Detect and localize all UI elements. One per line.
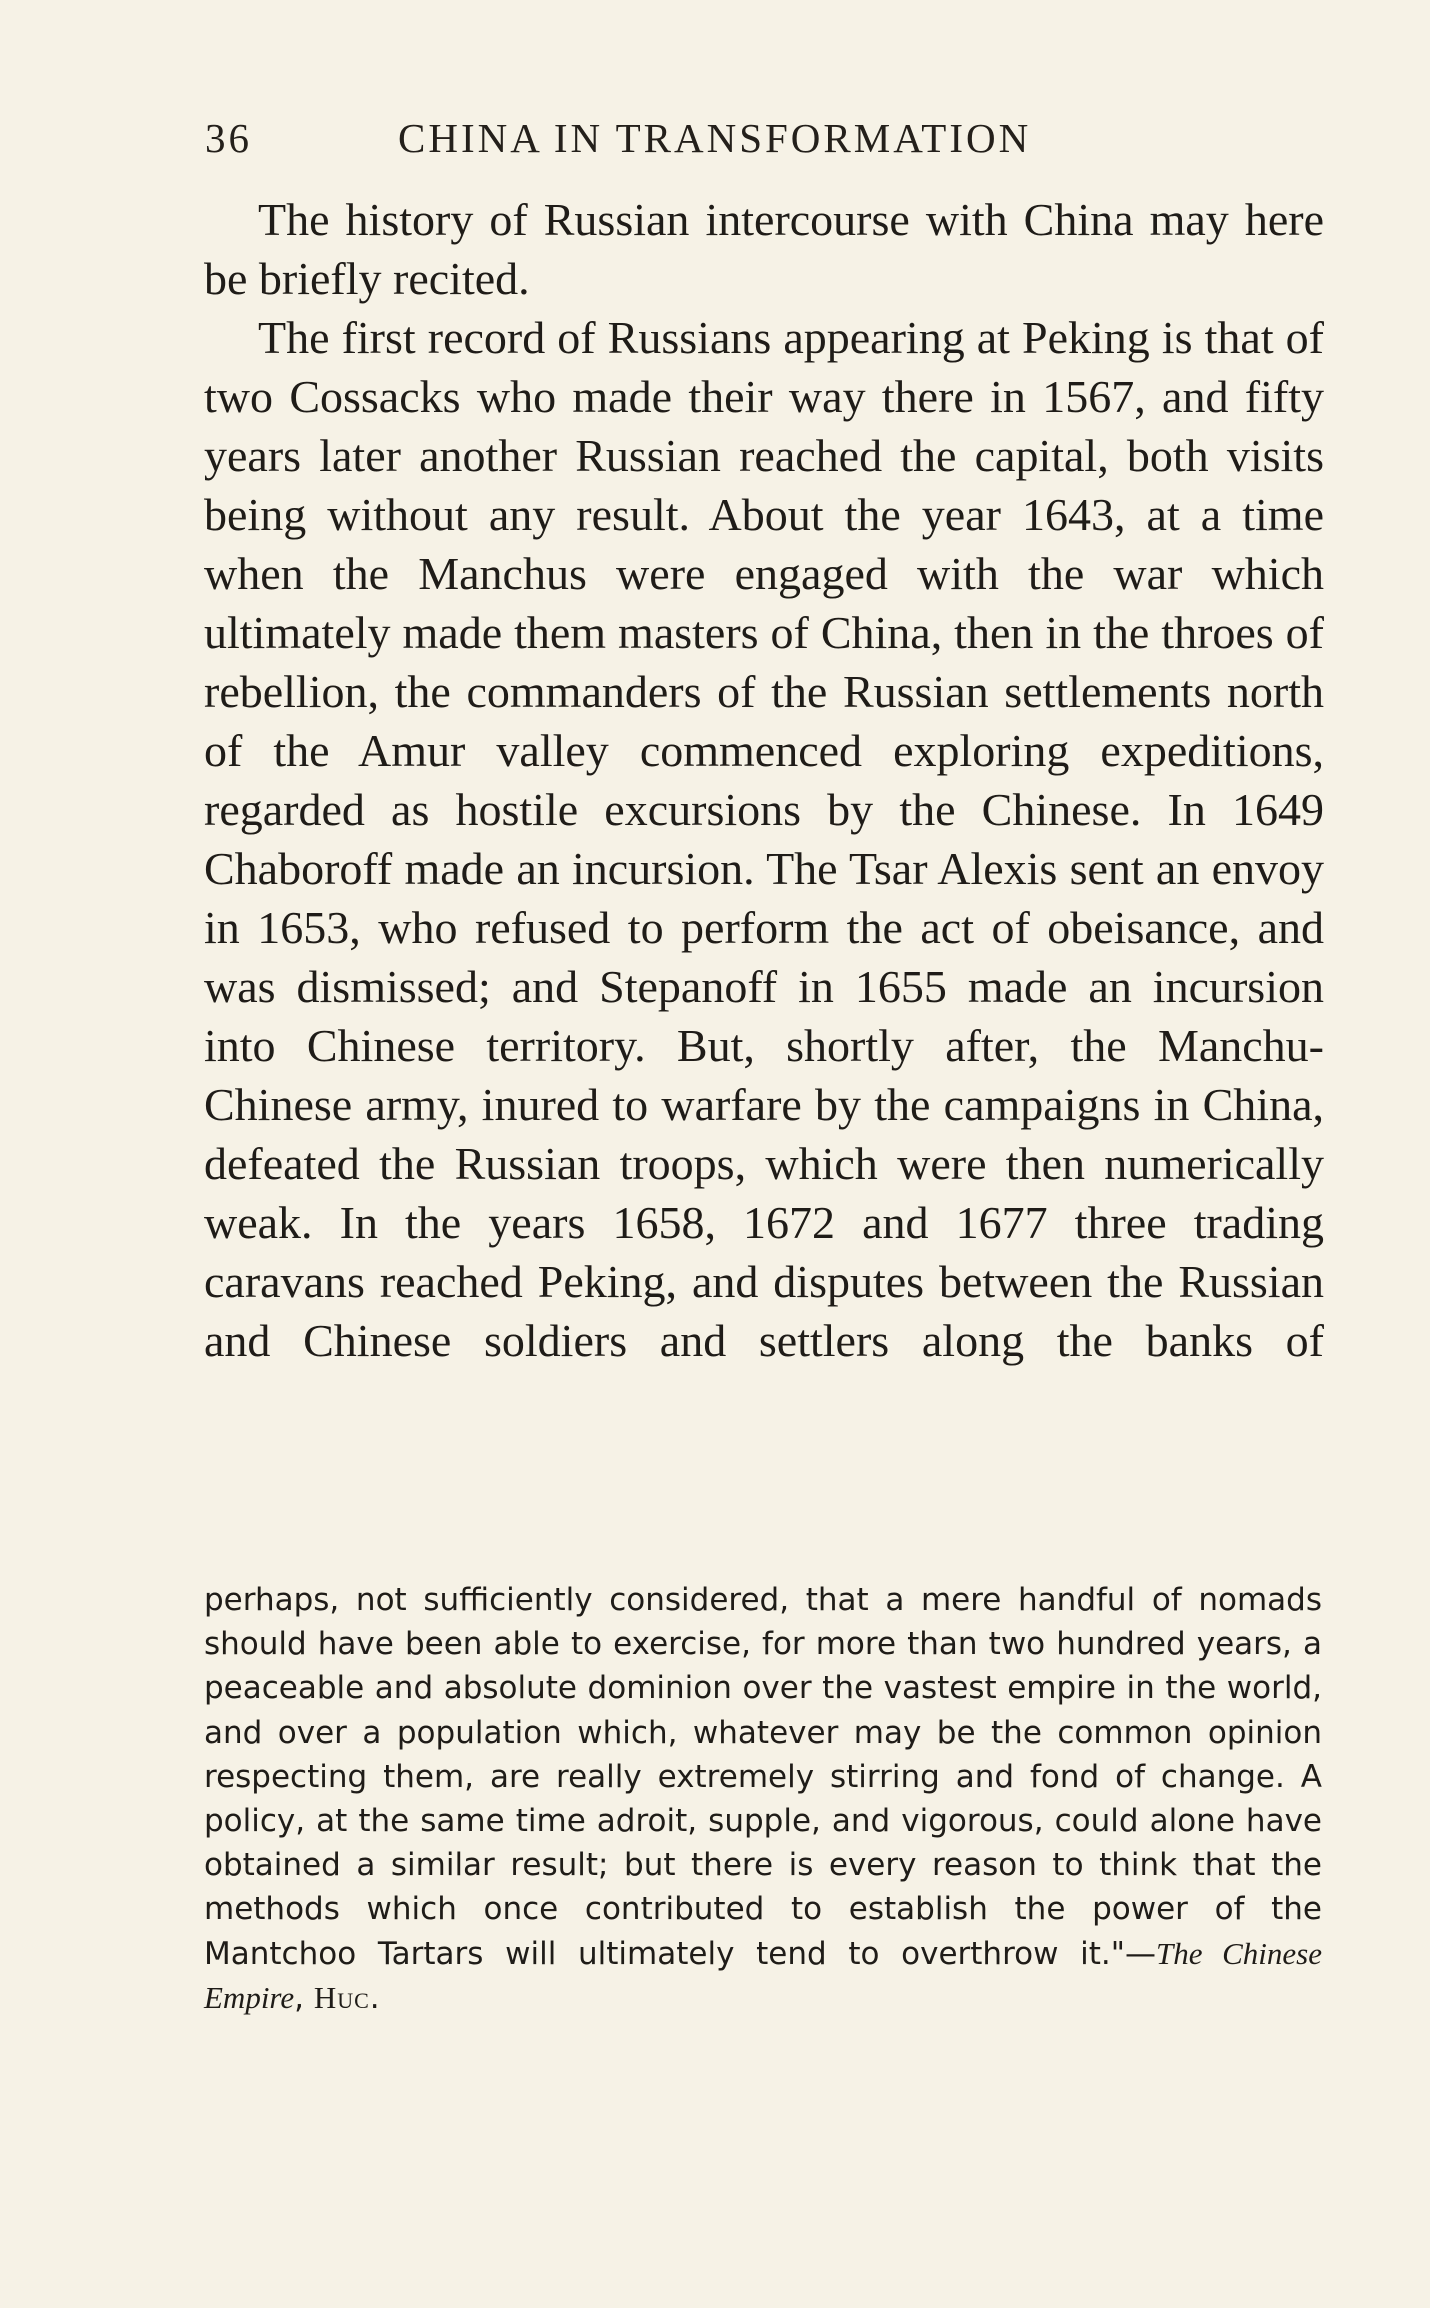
main-text [204, 190, 1324, 1370]
paragraph-russian-intercourse: The history of Russian intercourse with China may here be briefly recited. [204, 194, 1324, 304]
footnote [204, 1578, 1322, 2020]
footnote-author: Huc [313, 1979, 370, 2015]
paragraph-first-record: The first record of Russians appearing at Peking is that of two Cossacks who made their way there in 1567, and fifty years later another Russian reached the capital, both visits being without any result. About the year 1643, at a time when the Manchus were engaged with the war which ultimately made them masters of China, then in the throes of rebellion, the commanders of the Russian settlements north of the Amur valley commenced exploring expeditions, regarded as hostile excursions by the Chinese. In 1649 Chaboroff made an incursion. The Tsar Alexis sent an envoy in 1653, who refused to perform the act of obeisance, and was dismissed; and Stepanoff in 1655 made an incursion into Chinese territory. But, shortly after, the Manchu-Chinese army, inured to warfare by the campaigns in China, defeated the Russian troops, which were then numerically weak. In the years 1658, 1672 and 1677 three trading caravans reached Peking, and disputes between the Russian and Chinese soldiers and settlers along the banks of [204, 312, 1324, 1366]
footnote-separator: , [294, 1979, 314, 2016]
running-head [205, 108, 1135, 168]
footnote-source: The Chinese Empire [204, 1935, 1323, 2015]
footnote-text [204, 1578, 1322, 2020]
page-number: 36 [205, 115, 252, 161]
running-title: CHINA IN TRANSFORMATION [398, 115, 1032, 161]
footnote-end: . [369, 1979, 380, 2016]
footnote-body: perhaps, not sufficiently considered, that a mere handful of nomads should have been able to exercise, for more than two hundred years, a peaceable and absolute dominion over the vastest empire in the world, and over a population which, whatever may be the common opinion respecting them, are really extremely stirring and fond of change. A policy, at the same time adroit, supple, and vigorous, could alone have obtained a similar result; but there is every reason to think that the methods which once contributed to establish the power of the Mantchoo Tartars will ultimately tend to overthrow it."— [204, 1582, 1322, 1972]
